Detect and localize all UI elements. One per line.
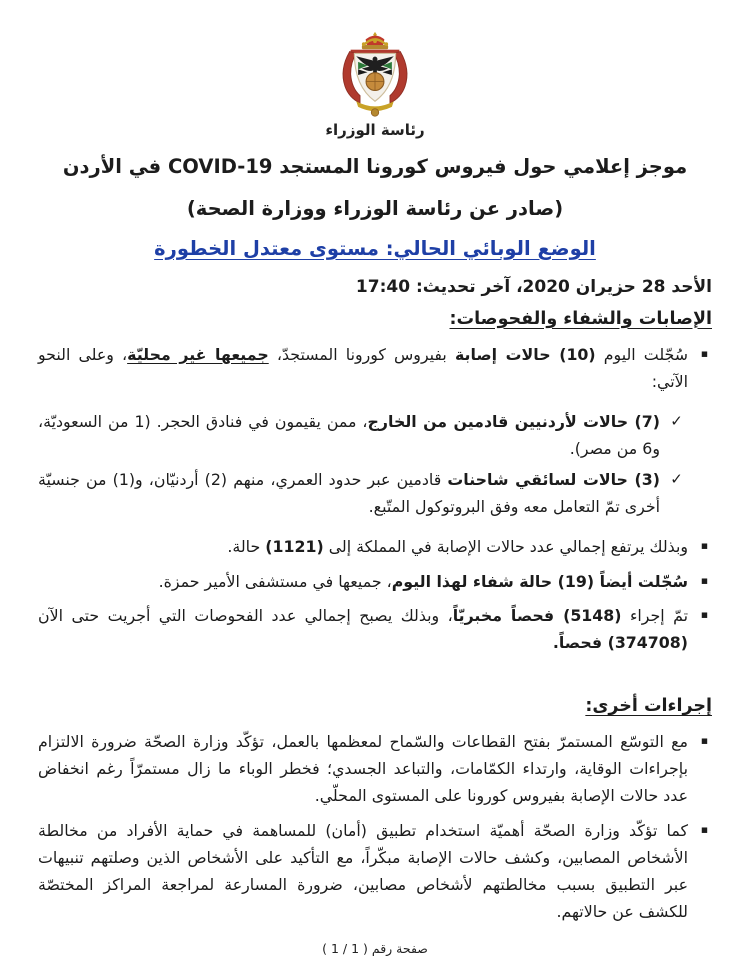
- item-text: [38, 533, 688, 560]
- report-item: [38, 728, 712, 809]
- item-text: [38, 466, 660, 520]
- document-title: [38, 152, 712, 181]
- item-text: [38, 568, 688, 595]
- text-segment: ، جميعها في مستشفى الأمير حمزة.: [158, 571, 392, 591]
- section-heading: الإصابات والشفاء والفحوصات:: [449, 308, 712, 329]
- section-heading: إجراءات أخرى:: [585, 696, 712, 717]
- text-segment: COVID-19: [167, 155, 273, 178]
- page-number-label: صفحة رقم ( 1 / 1 ): [322, 941, 428, 957]
- bullet-square-icon: ▪: [700, 539, 709, 553]
- report-item: [38, 568, 712, 595]
- report-section: [38, 696, 712, 925]
- report-item: [38, 466, 684, 520]
- text-segment: موجز إعلامي حول فيروس كورونا المستجد: [272, 155, 688, 178]
- report-item: [38, 533, 712, 560]
- epidemic-status-line: الوضع الوبائي الحالي: مستوى معتدل الخطورة: [154, 236, 596, 260]
- document-subtitle: (صادر عن رئاسة الوزراء ووزارة الصحة): [186, 197, 564, 221]
- bullet-square-icon: ▪: [700, 734, 709, 748]
- text-segment: جميعها غير محليّة: [127, 344, 269, 364]
- text-segment: مع التوسّع المستمرّ بفتح القطاعات والسّماح لمعظمها بالعمل، تؤكّد وزارة الصحّة ضرورة الالتزام بإجراءات الوقاية، وارتداء الكمّامات، والتباعد الجسدي؛ فخطر الوباء ما زال مستمرّاً رغم انخفاض عدد حالات الإصابة بفيروس كورونا على المستوى المحلّي.: [38, 732, 688, 806]
- text-segment: (1121): [265, 537, 324, 557]
- item-text: [38, 728, 688, 809]
- jordan-coat-of-arms-icon: [317, 30, 433, 120]
- logo-caption: رئاسة الوزراء: [325, 121, 425, 139]
- text-segment: بفيروس كورونا المستجدّ،: [268, 344, 455, 364]
- text-segment: في الأردن: [62, 155, 168, 178]
- bullet-square-icon: ▪: [700, 346, 709, 360]
- sections-container: [38, 309, 712, 926]
- item-text: [38, 602, 688, 656]
- bullet-square-icon: ▪: [700, 607, 709, 621]
- text-segment: حالة.: [227, 537, 266, 557]
- text-segment: سُجّلت اليوم: [595, 344, 688, 364]
- text-segment: ، ممن يقيمون في فنادق الحجر. (1 من السعوديّة، و6 من مصر).: [38, 411, 660, 458]
- text-segment: (7) حالات لأردنيين قادمين من الخارج: [367, 411, 660, 431]
- item-text: [38, 817, 688, 926]
- text-segment: ، وعلى النحو الآتي:: [38, 344, 688, 391]
- text-segment: (5148) فحصاً مخبريّاً: [452, 605, 622, 625]
- text-segment: (374708) فحصاً.: [552, 632, 688, 652]
- report-item: [38, 817, 712, 926]
- bullet-square-icon: ▪: [700, 822, 709, 836]
- report-section: [38, 309, 712, 657]
- logo-block: [38, 30, 712, 139]
- checkmark-icon: ✓: [670, 470, 683, 489]
- item-text: [38, 408, 660, 462]
- text-segment: كما تؤكّد وزارة الصحّة أهميّة استخدام تطبيق (أمان) للمساهمة في حماية الأفراد من مخالطة الأشخاص المصابين، وكشف حالات الإصابة مبكّراً، مع التأكيد على الأشخاص الذين وصلتهم تنبيهات عبر التطبيق بسبب مخالطتهم لأشخاص مصابين، ضرورة المسارعة لمراجعة المراكز المختصّة للكشف عن حالاتهم.: [38, 820, 688, 921]
- text-segment: سُجّلت أيضاً (19) حالة شفاء لهذا اليوم: [391, 571, 688, 591]
- item-text: [38, 341, 688, 395]
- date-update-line: الأحد 28 حزيران 2020، آخر تحديث: 17:40: [355, 276, 712, 297]
- text-segment: (10) حالات إصابة: [454, 344, 596, 364]
- text-segment: قادمين عبر حدود العمري، منهم (2) أردنيّان، و(1) من جنسيّة أخرى تمّ التعامل معه وفق البروتوكول المتّبع.: [38, 470, 660, 517]
- bullet-square-icon: ▪: [700, 573, 709, 587]
- text-segment: تمّ إجراء: [621, 605, 689, 625]
- report-item: [38, 341, 712, 395]
- checkmark-icon: ✓: [670, 411, 683, 430]
- text-segment: ، وبذلك يصبح إجمالي عدد الفحوصات التي أجريت حتى الآن: [38, 605, 453, 625]
- report-item: [38, 408, 684, 462]
- report-item: [38, 602, 712, 656]
- text-segment: (3) حالات لسائقي شاحنات: [447, 470, 661, 490]
- text-segment: وبذلك يرتفع إجمالي عدد حالات الإصابة في المملكة إلى: [323, 537, 688, 557]
